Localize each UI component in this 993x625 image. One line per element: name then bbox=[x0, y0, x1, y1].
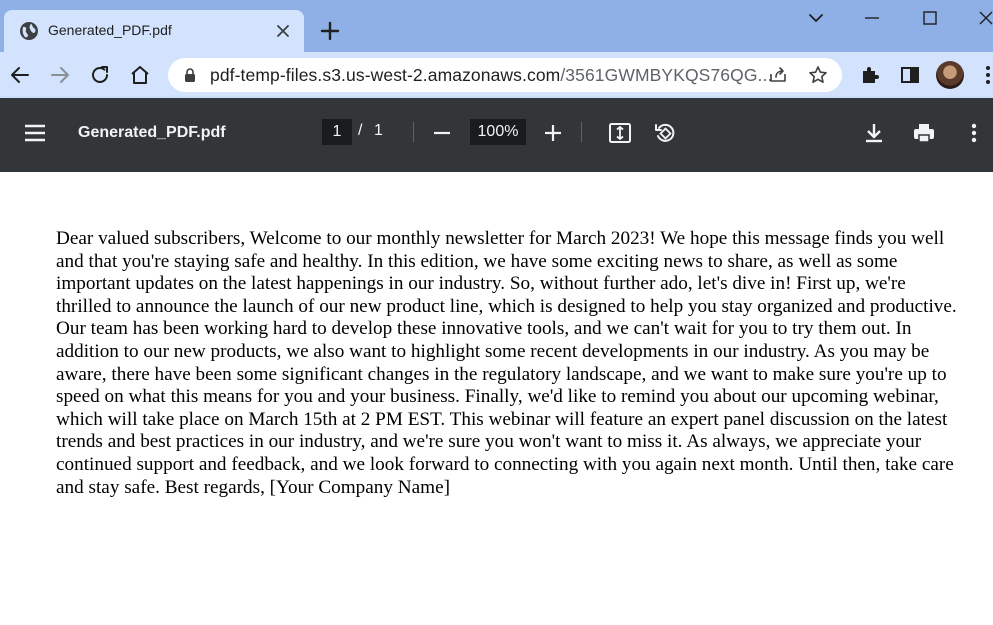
minimize-icon[interactable] bbox=[860, 6, 884, 30]
tab-title: Generated_PDF.pdf bbox=[48, 22, 172, 38]
url-path: /3561GWMBYKQS76QG... bbox=[560, 65, 773, 85]
lock-icon[interactable] bbox=[182, 67, 198, 83]
share-icon[interactable] bbox=[768, 65, 788, 85]
pdf-page bbox=[0, 172, 993, 625]
document-body-text: Dear valued subscribers, Welcome to our monthly newsletter for March 2023! We hope this message finds you well and that you're staying safe and healthy. In this edition, we have some exciting news to share, as well as some important updates on the latest happenings in our industry. So, without further ado, let's dive in! First up, we're thrilled to announce the launch of our new product line, which is designed to help you stay organized and productive. Our team has been working hard to develop these innovative tools, and we can't wait for you to try them out. In addition to our new products, we also want to highlight some recent developments in our industry. As you may be aware, there have been some significant changes in the regulatory landscape, and we want to make sure you're up to speed on what this means for you and your business. Finally, we'd like to remind you about our upcoming webinar, which will take place on March 15th at 2 PM EST. This webinar will feature an expert panel discussion on the latest trends and best practices in our industry, and we're sure you won't want to miss it. As always, we appreciate your continued support and feedback, and we look forward to connecting with you again next month. Until then, take care and stay safe. Best regards, [Your Company Name] bbox=[56, 228, 957, 498]
maximize-icon[interactable] bbox=[918, 6, 942, 30]
hamburger-menu-icon[interactable] bbox=[23, 121, 47, 145]
page-separator: / bbox=[358, 122, 363, 139]
globe-icon bbox=[19, 21, 39, 41]
reload-icon[interactable] bbox=[88, 63, 112, 87]
pdf-toolbar bbox=[0, 98, 993, 172]
page-number-input[interactable]: 1 bbox=[322, 119, 352, 145]
browser-menu-icon[interactable] bbox=[976, 63, 993, 87]
page-total: 1 bbox=[374, 122, 383, 139]
browser-toolbar bbox=[0, 52, 993, 98]
document-title: Generated_PDF.pdf bbox=[78, 124, 226, 141]
more-options-icon[interactable] bbox=[962, 121, 986, 145]
url-text[interactable] bbox=[210, 65, 772, 86]
tab-search-chevron-icon[interactable] bbox=[804, 6, 828, 30]
close-icon[interactable] bbox=[274, 22, 292, 40]
print-icon[interactable] bbox=[912, 121, 936, 145]
toolbar-divider bbox=[581, 122, 582, 142]
back-arrow-icon[interactable] bbox=[8, 63, 32, 87]
home-icon[interactable] bbox=[128, 63, 152, 87]
new-tab-icon[interactable] bbox=[318, 19, 342, 43]
extensions-puzzle-icon[interactable] bbox=[858, 63, 882, 87]
tab-strip bbox=[0, 0, 993, 52]
zoom-level-input[interactable]: 100% bbox=[470, 119, 526, 145]
address-bar[interactable] bbox=[168, 58, 842, 92]
toolbar-divider bbox=[413, 122, 414, 142]
fit-to-page-icon[interactable] bbox=[608, 121, 632, 145]
url-host: pdf-temp-files.s3.us-west-2.amazonaws.com bbox=[210, 65, 561, 85]
bookmark-star-icon[interactable] bbox=[808, 65, 828, 85]
profile-avatar[interactable] bbox=[936, 61, 964, 89]
side-panel-icon[interactable] bbox=[898, 63, 922, 87]
browser-tab[interactable] bbox=[4, 10, 304, 52]
download-icon[interactable] bbox=[862, 121, 886, 145]
rotate-icon[interactable] bbox=[653, 121, 677, 145]
zoom-in-icon[interactable] bbox=[541, 121, 565, 145]
zoom-out-icon[interactable] bbox=[430, 121, 454, 145]
close-window-icon[interactable] bbox=[974, 6, 993, 30]
forward-arrow-icon[interactable] bbox=[48, 63, 72, 87]
